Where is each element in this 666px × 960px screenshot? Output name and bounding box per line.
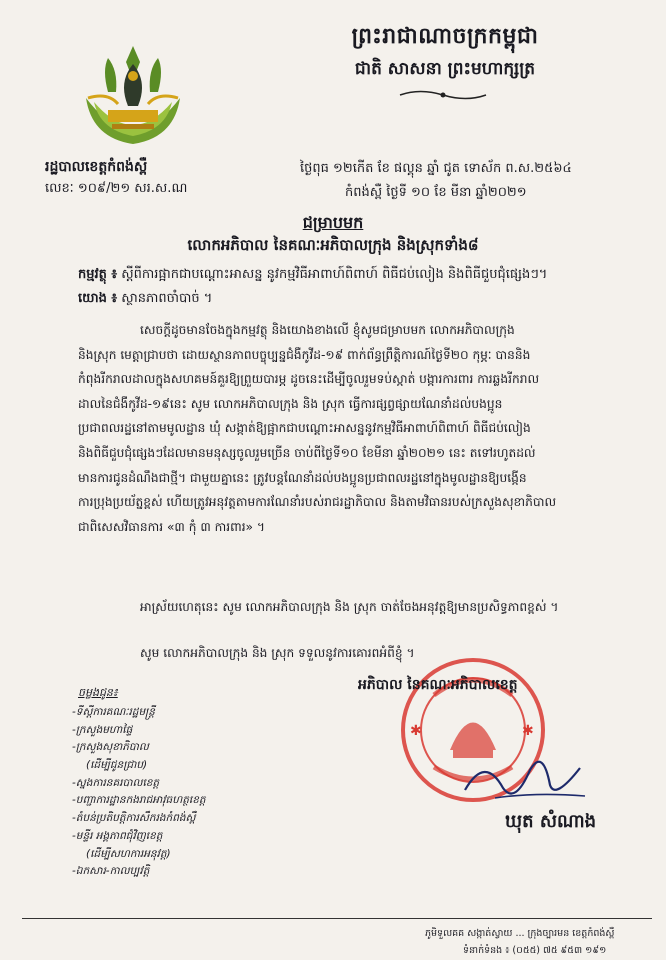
- body-line: ដាលនៃជំងឺកូវីដ-១៩នេះ សូម លោកអភិបាលក្រុង និង ស្រុក ធ្វើការផ្សព្វផ្សាយណែនាំដល់បងប្អូន: [78, 396, 503, 411]
- solar-date: កំពង់ស្ពឺ ថ្ងៃទី ១០ ខែ មីនា ឆ្នាំ២០២១: [345, 185, 527, 200]
- svg-text:✱: ✱: [522, 723, 534, 739]
- footer-divider: [22, 918, 652, 919]
- footer-address: ភូមិទួលគគ សង្កាត់ស្វាយ ... ក្រុងច្បារមន ខេត្តកំពង់ស្ពឺ: [425, 928, 615, 939]
- svg-text:✱: ✱: [410, 723, 422, 739]
- body-line: ជាពិសេសវិធានការ «៣ កុំ ៣ ការពារ» ។: [78, 519, 265, 534]
- cc-title: ចម្លងជូន៖: [78, 686, 118, 699]
- body-line: និងពិធីជួបជុំផ្សេងៗដែលមានមនុស្សចូលរួមច្រើន ចាប់ពីថ្ងៃទី១០ ខែមីនា ឆ្នាំ២០២១ នេះ តទៅរហូតដល់: [78, 445, 536, 460]
- recipient-heading: ជម្រាបមក: [302, 213, 364, 232]
- subject-line: [78, 266, 547, 285]
- cc-item: (ដើម្បីជូនជ្រាប): [86, 759, 148, 772]
- handwritten-signature: [455, 750, 595, 810]
- body-line: ប្រជាពលរដ្ឋនៅតាមមូលដ្ឋាន ឃុំ សង្កាត់ឱ្យផ្អាកជាបណ្តោះអាសន្ននូវកម្មវិធីអាពាហ៍ពិពាហ៍ ពិធីជប់លៀង: [78, 421, 531, 436]
- kingdom-title: ព្រះរាជាណាចក្រកម្ពុជា: [351, 23, 539, 49]
- cc-list: [72, 704, 206, 881]
- cc-item: -ក្រសួងសុខាភិបាល: [72, 741, 149, 754]
- footer-phone: ទំនាក់ទំនង ៖ (០៥៥) ៧៥ ៩៥៣ ១៩១: [463, 945, 607, 956]
- body-line: កំពុងរីករាលដាលក្នុងសហគមន៍គួរឱ្យព្រួយបារម្ភ ដូចនេះដើម្បីចូលរួមទប់ស្កាត់ បង្ការការពារ ការឆ្លងរីករាល: [78, 372, 540, 387]
- cc-item: -បញ្ជាការដ្ឋានកងរាជអាវុធហត្ថខេត្ត: [72, 794, 206, 807]
- letter-number: លេខៈ ១០៩/២១ សរ.ស.ណ: [45, 181, 188, 196]
- motto-ornament-icon: [398, 88, 488, 102]
- cc-item: -ក្រសួងមហាផ្ទៃ: [72, 723, 133, 736]
- subject-text: ស្តីពីការផ្អាកជាបណ្តោះអាសន្ន នូវកម្មវិធីអាពាហ៍ពិពាហ៍ ពិធីជប់លៀង និងពិធីជួបជុំផ្សេងៗ។: [121, 267, 548, 282]
- body-paragraph-3: សូម លោកអភិបាលក្រុង និង ស្រុក ទទួលនូវការគោរពអំពីខ្ញុំ ។: [140, 646, 415, 660]
- body-line: សេចក្តីដូចមានចែងក្នុងកម្មវត្ថុ និងយោងខាងលើ ខ្ញុំសូមជម្រាបមក លោកអភិបាលក្រុង: [140, 323, 515, 337]
- national-motto: ជាតិ សាសនា ព្រះមហាក្សត្រ: [354, 59, 536, 79]
- provincial-emblem: [78, 40, 188, 150]
- cc-item: -ស្នងការនគរបាលខេត្ត: [72, 776, 160, 789]
- signatory-name: ឃុត សំណាង: [505, 811, 597, 832]
- subject-label: កម្មវត្ថុ ៖: [78, 267, 118, 282]
- body-line: និងស្រុក មេត្តាជ្រាបថា ដោយស្ថានភាពបច្ចុប្បន្នជំងឺកូវីដ-១៩ ពាក់ព័ន្ធព្រឹត្តិការណ៍ថ្ងៃទី២០ កុម្ភៈ បាននិង: [78, 347, 531, 362]
- cc-item: -ទីស្តីការគណៈរដ្ឋមន្ត្រី: [72, 706, 155, 718]
- cc-item: -តំបន់ប្រតិបត្តិការសឹករងកំពង់ស្ពឺ: [72, 812, 196, 825]
- body-paragraph-2: អាស្រ័យហេតុនេះ សូម លោកអភិបាលក្រុង និង ស្រុក ចាត់ចែងអនុវត្តឱ្យមានប្រសិទ្ធភាពខ្ពស់ ។: [140, 600, 559, 614]
- signatory-title: អភិបាល នៃគណៈអភិបាលខេត្ត: [358, 677, 518, 693]
- body-paragraph-1: [78, 318, 623, 539]
- cc-item: -មន្ទីរ អង្គភាពជុំវិញខេត្ត: [72, 829, 163, 842]
- sender-office: រដ្ឋបាលខេត្តកំពង់ស្ពឺ: [45, 159, 148, 175]
- reference-label: យោង ៖: [78, 291, 118, 306]
- reference-text: ស្ថានភាពចាំបាច់ ។: [121, 291, 213, 306]
- cc-item: -ឯកសារ-កាលប្បវត្តិ: [72, 865, 150, 878]
- recipient-name: លោកអភិបាល នៃគណៈអភិបាលក្រុង និងស្រុកទាំង៨: [187, 236, 479, 254]
- cc-item: (ដើម្បីសហការអនុវត្ត): [86, 847, 171, 860]
- body-line: ការប្រុងប្រយ័ត្នខ្ពស់ ហើយត្រូវអនុវត្តតាមការណែនាំរបស់រាជរដ្ឋាភិបាល និងតាមវិធានរបស់ក្រសួងសុខាភិបាល: [78, 495, 557, 510]
- lunar-date: ថ្ងៃពុធ ១២កើត ខែ ផល្គុន ឆ្នាំ ជូត ទោស័ក ព.ស.២៥៦៤: [300, 161, 572, 176]
- reference-line: [78, 290, 212, 309]
- body-line: មានការជូនដំណឹងជាថ្មី។ ជាមួយគ្នានេះ ត្រូវបន្តណែនាំដល់បងប្អូនប្រជាពលរដ្ឋនៅក្នុងមូលដ្ឋានឱ្យបង្កើន: [78, 470, 527, 485]
